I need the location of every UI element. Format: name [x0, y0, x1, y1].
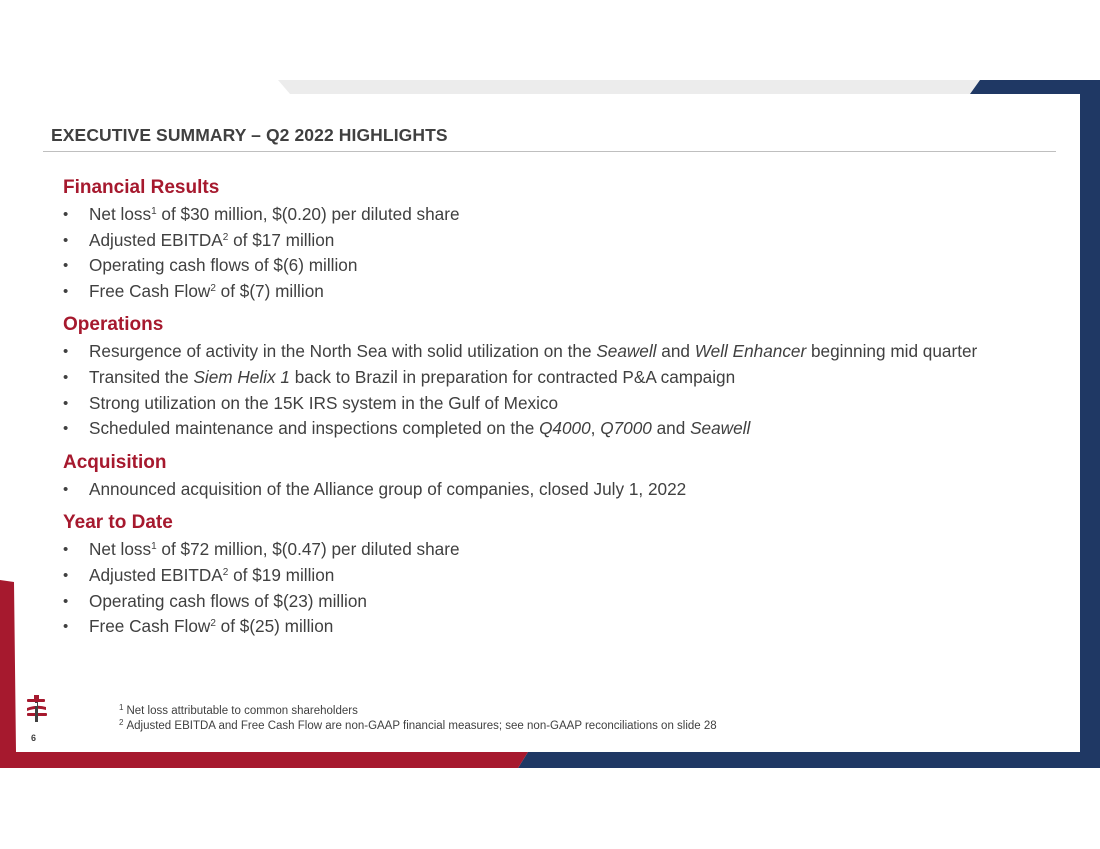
- section-financial-results: [63, 176, 1053, 304]
- bullet-item: • Operating cash flows of $(23) million: [63, 589, 1053, 615]
- title-divider: [43, 151, 1056, 152]
- section-operations: [63, 313, 1053, 441]
- bullet-list: [63, 202, 1053, 304]
- page-number: 6: [31, 733, 37, 743]
- section-acquisition: [63, 451, 1053, 503]
- footnote: $^1$ Net loss attributable to common shareholders: [119, 703, 358, 717]
- bullet-item: • Net loss$^1$ of $30 million, $(0.20) per diluted share: [63, 202, 1053, 228]
- bullet-item: • Free Cash Flow$^2$ of $(7) million: [63, 279, 1053, 305]
- section-heading: Operations: [63, 314, 164, 336]
- bullet-list: [63, 339, 1053, 441]
- bullet-item: • Operating cash flows of $(6) million: [63, 253, 1053, 279]
- footnote-ref: 2: [222, 566, 229, 578]
- bullet-item: • Free Cash Flow$^2$ of $(25) million: [63, 614, 1053, 640]
- footnote-ref: 2: [222, 231, 229, 243]
- footnote: $^2$ Adjusted EBITDA and Free Cash Flow are non-GAAP financial measures; see non-GAAP reconciliations on slide 28: [119, 718, 717, 732]
- section-year-to-date: [63, 511, 1053, 639]
- bullet-item: • Announced acquisition of the Alliance group of companies, closed July 1, 2022: [63, 477, 1053, 503]
- section-heading: Acquisition: [63, 451, 167, 473]
- section-heading: Year to Date: [63, 512, 173, 534]
- bullet-list: [63, 477, 1053, 503]
- company-logo-icon: [24, 695, 50, 725]
- section-heading: Financial Results: [63, 177, 220, 198]
- vessel-name: Q7000: [600, 418, 652, 439]
- bullet-item: • Net loss$^1$ of $72 million, $(0.47) per diluted share: [63, 537, 1053, 563]
- footnote-ref: 2: [210, 618, 216, 630]
- footnote-ref: 1: [151, 206, 157, 217]
- bullet-item: • Scheduled maintenance and inspections completed on the Q4000, Q7000 and Seawell: [63, 416, 1053, 442]
- page-title: EXECUTIVE SUMMARY – Q2 2022 HIGHLIGHTS: [51, 125, 448, 145]
- vessel-name: Seawell: [690, 418, 751, 439]
- bullet-list: [63, 537, 1053, 639]
- footnotes: [119, 704, 717, 734]
- bullet-item: • Strong utilization on the 15K IRS system in the Gulf of Mexico: [63, 391, 1053, 417]
- bullet-item: • Resurgence of activity in the North Sea with solid utilization on the Seawell and Well Enhancer beginning mid quarter: [63, 339, 1053, 365]
- bullet-item: • Adjusted EBITDA$^2$ of $19 million: [63, 563, 1053, 589]
- vessel-name: Seawell: [596, 341, 657, 362]
- bullet-item: • Adjusted EBITDA$^2$ of $17 million: [63, 228, 1053, 254]
- vessel-name: Well Enhancer: [694, 341, 807, 362]
- footnote-ref: 1: [151, 541, 157, 553]
- summary-body: [63, 176, 1053, 649]
- vessel-name: Siem Helix 1: [193, 366, 290, 387]
- vessel-name: Q4000: [539, 418, 591, 439]
- footnote-ref: 2: [210, 282, 216, 294]
- bullet-item: • Transited the Siem Helix 1 back to Brazil in preparation for contracted P&A campaign: [63, 365, 1053, 391]
